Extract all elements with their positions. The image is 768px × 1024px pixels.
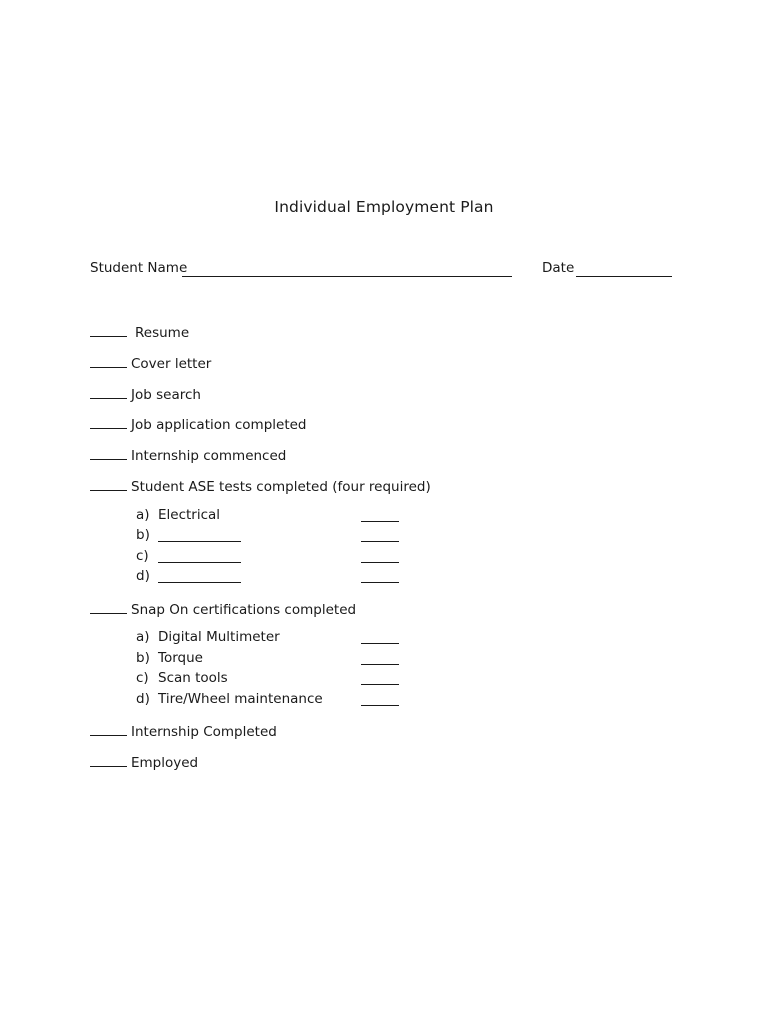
page-title: Individual Employment Plan bbox=[274, 198, 494, 216]
checklist-item-internship-completed bbox=[90, 721, 277, 741]
snap-on-item bbox=[0, 670, 768, 690]
checklist-label: Internship Completed bbox=[131, 724, 277, 740]
checklist-label: Employed bbox=[131, 755, 199, 771]
student-name-label: Student Name bbox=[90, 260, 188, 276]
ase-test-item bbox=[0, 527, 768, 547]
checkbox-blank[interactable] bbox=[90, 322, 127, 337]
checklist-item-snap-on bbox=[90, 599, 356, 619]
sub-item-letter: b) bbox=[136, 650, 150, 666]
checkbox-blank[interactable] bbox=[90, 414, 127, 429]
sub-item-check-blank[interactable] bbox=[361, 521, 399, 522]
sub-item-name-blank[interactable] bbox=[158, 541, 241, 542]
checklist-item-job-search bbox=[90, 384, 201, 404]
checklist-label: Snap On certifications completed bbox=[131, 602, 357, 618]
snap-on-item bbox=[0, 650, 768, 670]
sub-item-letter: a) bbox=[136, 629, 150, 645]
checkbox-blank[interactable] bbox=[90, 599, 127, 614]
checkbox-blank[interactable] bbox=[90, 384, 127, 399]
checklist-label: Job application completed bbox=[131, 417, 307, 433]
sub-item-check-blank[interactable] bbox=[361, 705, 399, 706]
sub-item-letter: a) bbox=[136, 507, 150, 523]
checklist-item-ase-tests bbox=[90, 476, 431, 496]
sub-item-label: Torque bbox=[158, 650, 203, 666]
checklist-item-employed bbox=[90, 752, 198, 772]
sub-item-label: Tire/Wheel maintenance bbox=[158, 691, 323, 707]
sub-item-letter: c) bbox=[136, 670, 149, 686]
sub-item-letter: b) bbox=[136, 527, 150, 543]
checkbox-blank[interactable] bbox=[90, 445, 127, 460]
student-name-field[interactable] bbox=[182, 276, 512, 277]
checklist-item-internship-commenced bbox=[90, 445, 286, 465]
checklist-item-job-application bbox=[90, 414, 307, 434]
checklist-label: Student ASE tests completed (four required) bbox=[131, 479, 431, 495]
sub-item-check-blank[interactable] bbox=[361, 684, 399, 685]
checkbox-blank[interactable] bbox=[90, 721, 127, 736]
checklist-item-cover-letter bbox=[90, 353, 211, 373]
ase-test-item bbox=[0, 507, 768, 527]
checkbox-blank[interactable] bbox=[90, 752, 127, 767]
sub-item-label: Scan tools bbox=[158, 670, 228, 686]
sub-item-check-blank[interactable] bbox=[361, 582, 399, 583]
sub-item-check-blank[interactable] bbox=[361, 541, 399, 542]
checklist-label: Resume bbox=[135, 325, 190, 341]
sub-item-name-blank[interactable] bbox=[158, 562, 241, 563]
checklist-label: Job search bbox=[131, 387, 201, 403]
sub-item-label: Digital Multimeter bbox=[158, 629, 280, 645]
student-info-row bbox=[90, 260, 680, 280]
checklist-label: Internship commenced bbox=[131, 448, 287, 464]
sub-item-check-blank[interactable] bbox=[361, 643, 399, 644]
date-field[interactable] bbox=[576, 276, 672, 277]
date-label: Date bbox=[542, 260, 575, 276]
checkbox-blank[interactable] bbox=[90, 476, 127, 491]
checklist-item-resume bbox=[90, 322, 189, 342]
sub-item-letter: d) bbox=[136, 691, 150, 707]
sub-item-name-blank[interactable] bbox=[158, 582, 241, 583]
sub-item-letter: d) bbox=[136, 568, 150, 584]
ase-test-item bbox=[0, 548, 768, 568]
checkbox-blank[interactable] bbox=[90, 353, 127, 368]
sub-item-letter: c) bbox=[136, 548, 149, 564]
sub-item-check-blank[interactable] bbox=[361, 664, 399, 665]
snap-on-item bbox=[0, 629, 768, 649]
sub-item-check-blank[interactable] bbox=[361, 562, 399, 563]
snap-on-item bbox=[0, 691, 768, 711]
checklist-label: Cover letter bbox=[131, 356, 212, 372]
ase-test-item bbox=[0, 568, 768, 588]
sub-item-label: Electrical bbox=[158, 507, 221, 523]
